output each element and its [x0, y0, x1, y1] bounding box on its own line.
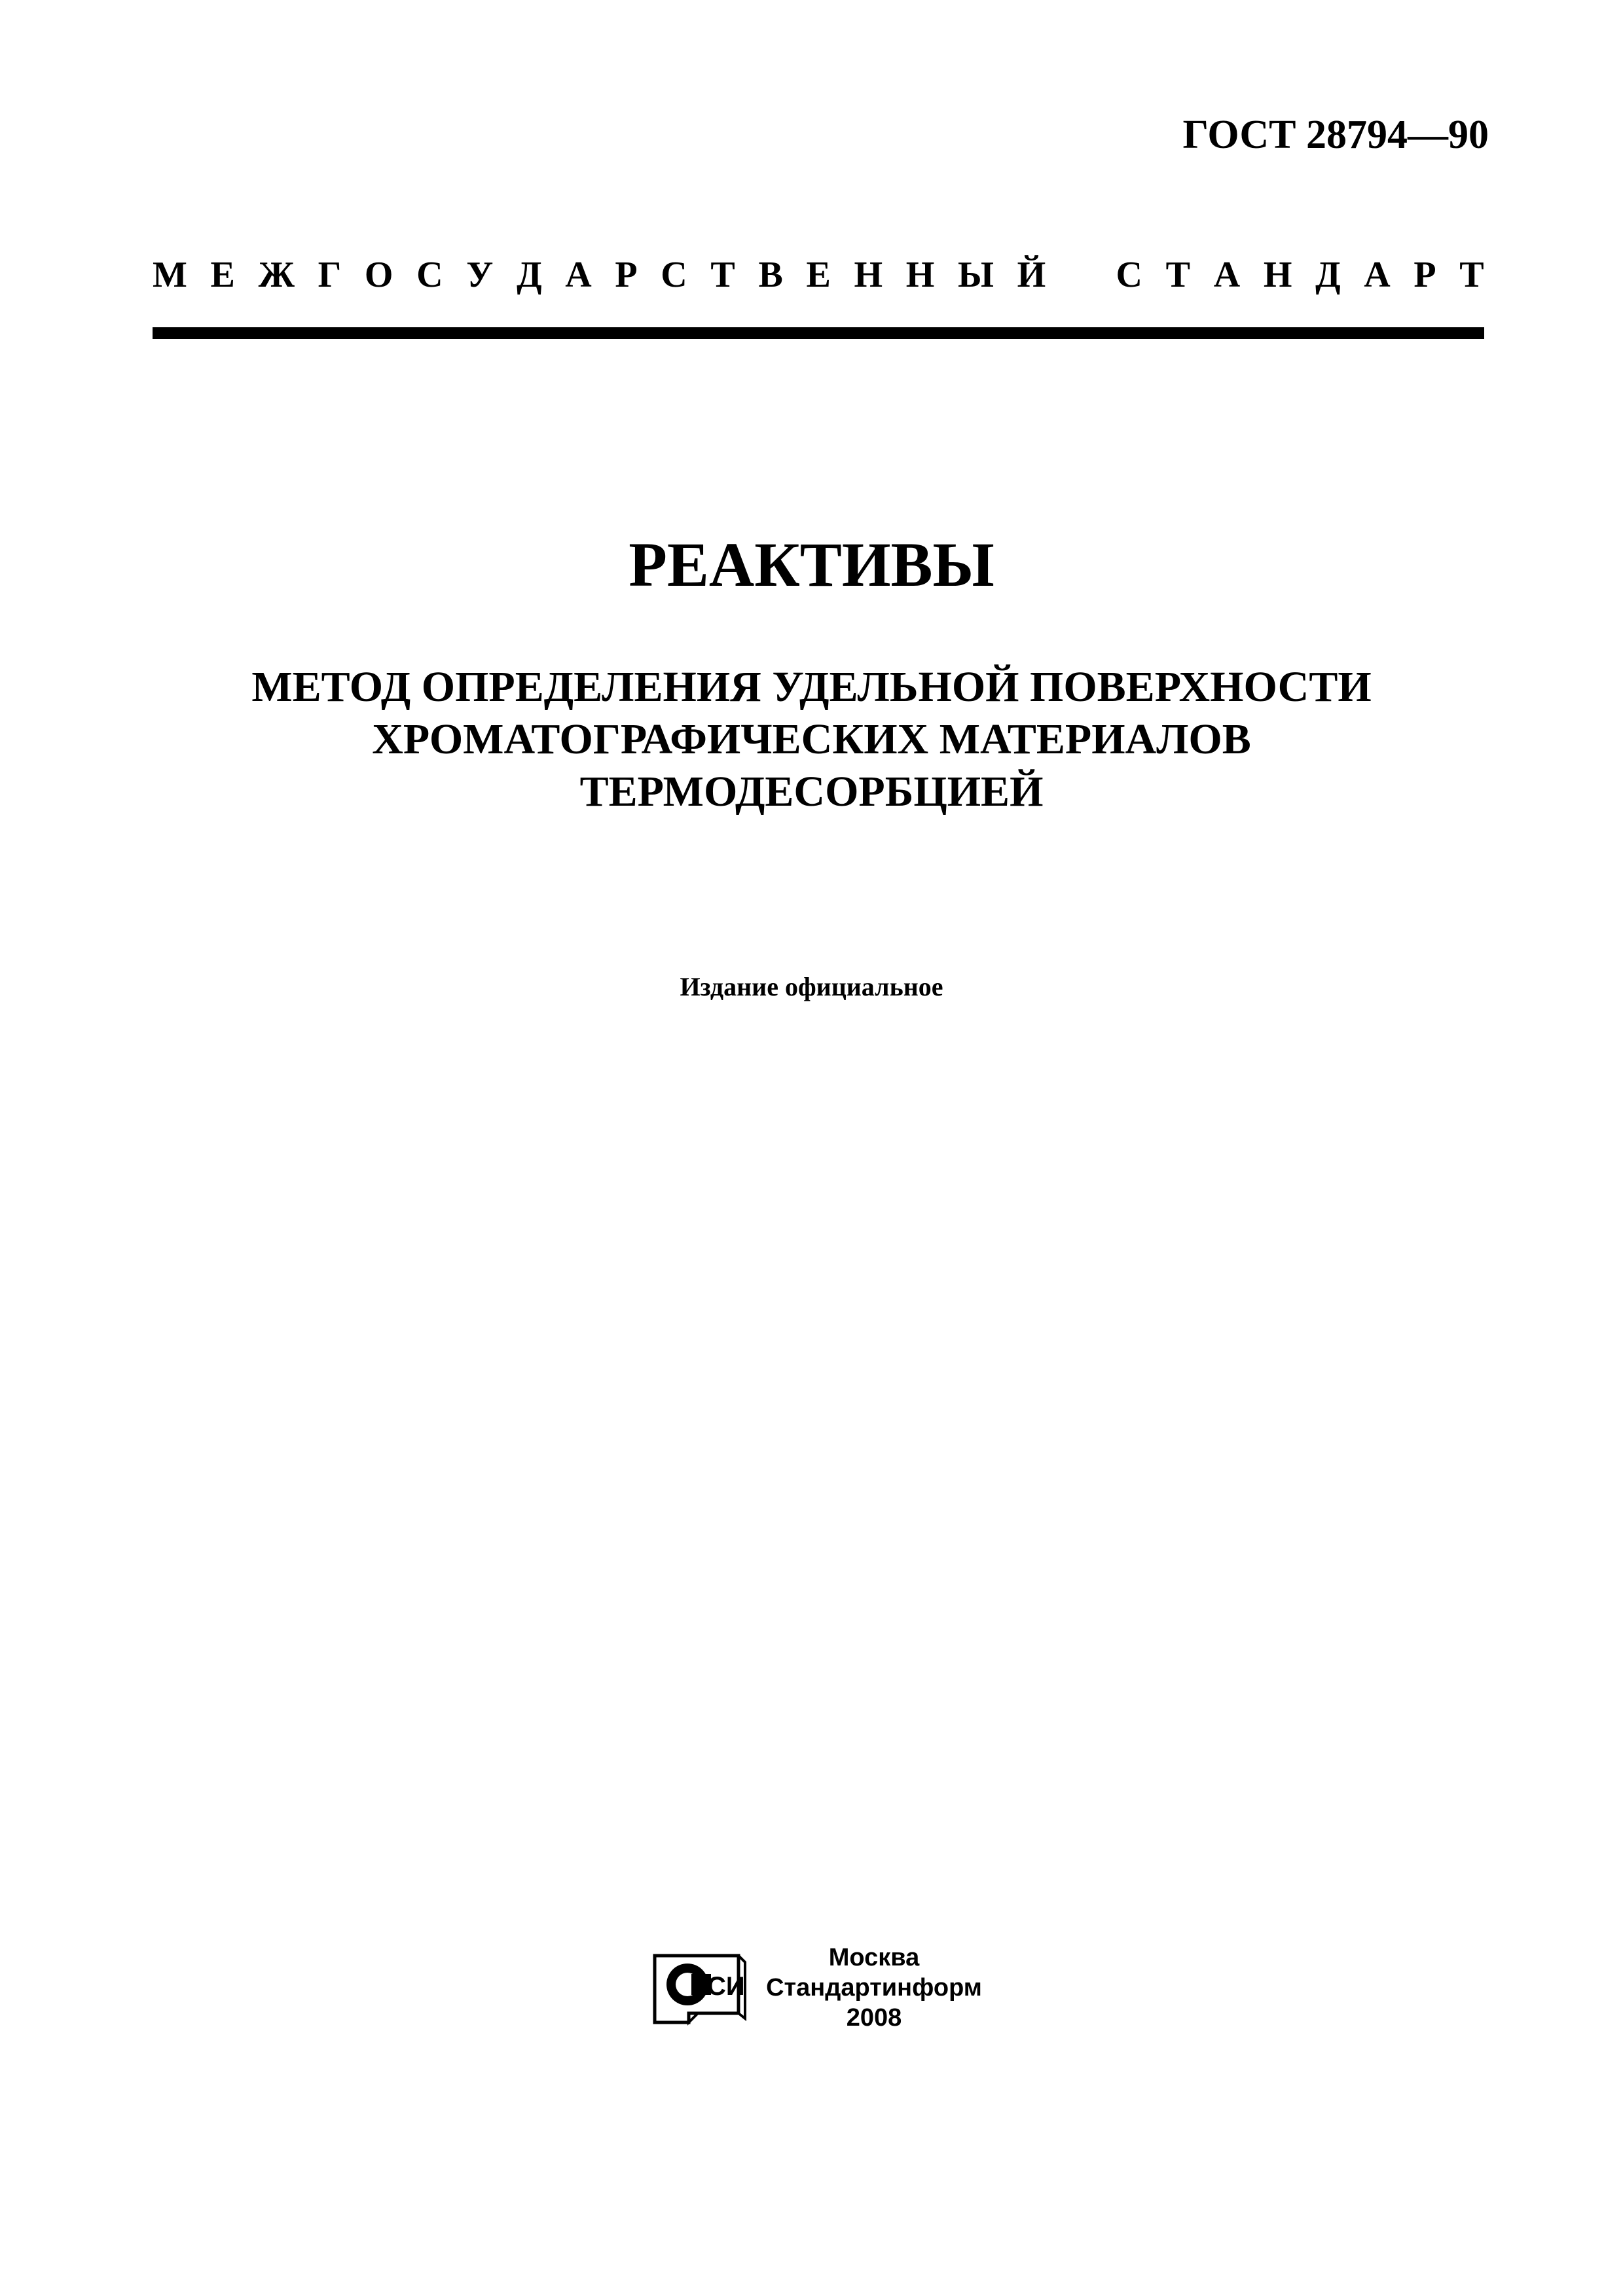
document-subtitle	[0, 661, 1623, 818]
heading-letter: Д	[517, 255, 542, 295]
subtitle-line: ХРОМАТОГРАФИЧЕСКИХ МАТЕРИАЛОВ	[372, 715, 1251, 763]
logo-lettering: СИ	[707, 1972, 745, 2001]
publisher-city: Москва	[828, 1944, 920, 1971]
edition-note: Издание официальное	[680, 972, 943, 1001]
heading-letter: Ж	[258, 255, 295, 295]
publisher-info	[763, 1943, 985, 2033]
heading-letter: Н	[854, 255, 883, 295]
heading-letter: С	[416, 255, 443, 295]
heading-letter: Н	[1263, 255, 1292, 295]
standartinform-logo-icon	[649, 1949, 748, 2026]
heading-letter: А	[565, 255, 592, 295]
heading-letter: А	[1364, 255, 1391, 295]
heading-letter: Е	[806, 255, 831, 295]
heading-letter: М	[153, 255, 187, 295]
heading-letter: Й	[1017, 255, 1046, 295]
subtitle-line: МЕТОД ОПРЕДЕЛЕНИЯ УДЕЛЬНОЙ ПОВЕРХНОСТИ	[251, 663, 1372, 711]
heading-letter: С	[661, 255, 687, 295]
heading-letter: А	[1213, 255, 1241, 295]
heading-letter: О	[364, 255, 393, 295]
heading-letter: Т	[710, 255, 735, 295]
heading-letter: Р	[1413, 255, 1436, 295]
heading-letter: Т	[1459, 255, 1484, 295]
subtitle-line: ТЕРМОДЕСОРБЦИЕЙ	[579, 768, 1044, 816]
heading-letter: В	[758, 255, 783, 295]
heading-letter: С	[1116, 255, 1142, 295]
heading-letter: Д	[1315, 255, 1341, 295]
heading-letter: У	[466, 255, 494, 295]
heading-letter: Т	[1165, 255, 1191, 295]
heading-letter: Р	[615, 255, 638, 295]
standard-type-heading	[153, 257, 1484, 293]
heading-letter: Г	[318, 255, 342, 295]
publisher-name: Стандартинформ	[766, 1974, 982, 2001]
heading-letter: Н	[905, 255, 935, 295]
heading-letter: Ы	[957, 255, 994, 295]
heading-divider	[153, 327, 1484, 339]
document-number: ГОСТ 28794—90	[1182, 113, 1489, 157]
heading-letter: Е	[210, 255, 235, 295]
document-title: РЕАКТИВЫ	[629, 529, 994, 600]
publication-year: 2008	[846, 2004, 902, 2032]
